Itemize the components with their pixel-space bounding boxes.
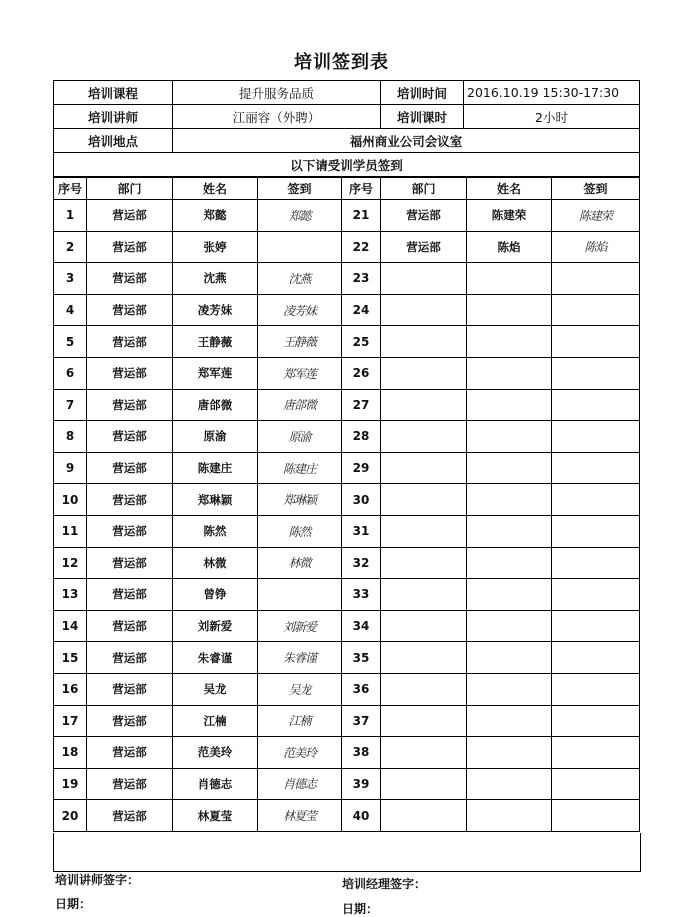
row-number-2: 23 xyxy=(342,263,381,295)
row-number-2: 28 xyxy=(342,421,381,453)
row-number: 7 xyxy=(54,389,87,421)
row-number: 18 xyxy=(54,737,87,769)
col-sign-2: 签到 xyxy=(552,177,640,200)
table-row xyxy=(54,389,640,421)
department: 营运部 xyxy=(87,737,173,769)
col-sign: 签到 xyxy=(258,177,342,200)
row-number: 17 xyxy=(54,705,87,737)
department: 营运部 xyxy=(87,389,173,421)
signature-2 xyxy=(552,263,640,295)
table-row xyxy=(54,610,640,642)
col-no-2: 序号 xyxy=(342,177,381,200)
name: 陈建庄 xyxy=(173,452,258,484)
signature-2 xyxy=(552,547,640,579)
table-row xyxy=(54,421,640,453)
row-number: 8 xyxy=(54,421,87,453)
name-2 xyxy=(467,610,552,642)
name-2 xyxy=(467,642,552,674)
row-number: 6 xyxy=(54,357,87,389)
department: 营运部 xyxy=(87,579,173,611)
signature: 范美玲 xyxy=(258,737,342,769)
department-2 xyxy=(381,673,467,705)
name: 原渝 xyxy=(173,421,258,453)
signature: 唐郃微 xyxy=(258,389,342,421)
signature-2 xyxy=(552,673,640,705)
row-number: 2 xyxy=(54,231,87,263)
department: 营运部 xyxy=(87,294,173,326)
name-2 xyxy=(467,484,552,516)
row-number: 20 xyxy=(54,800,87,832)
signature-2 xyxy=(552,768,640,800)
department: 营运部 xyxy=(87,326,173,358)
section-header: 以下请受训学员签到 xyxy=(54,153,640,178)
table-row xyxy=(54,357,640,389)
row-number: 10 xyxy=(54,484,87,516)
row-number: 4 xyxy=(54,294,87,326)
table-row xyxy=(54,768,640,800)
course-value: 提升服务品质 xyxy=(173,81,381,105)
name-2 xyxy=(467,579,552,611)
department-2: 营运部 xyxy=(381,200,467,232)
name-2 xyxy=(467,421,552,453)
department-2 xyxy=(381,389,467,421)
attendance-table xyxy=(53,176,640,832)
department-2 xyxy=(381,515,467,547)
department: 营运部 xyxy=(87,263,173,295)
time-value: 2016.10.19 15:30-17:30 xyxy=(464,81,640,105)
signature: 吴龙 xyxy=(258,673,342,705)
signature: 刘新爱 xyxy=(258,610,342,642)
date-label-right: 日期： xyxy=(342,902,379,916)
row-number: 14 xyxy=(54,610,87,642)
department-2 xyxy=(381,326,467,358)
signature: 肖德志 xyxy=(258,768,342,800)
signature-2 xyxy=(552,515,640,547)
department-2 xyxy=(381,579,467,611)
row-number: 16 xyxy=(54,673,87,705)
name: 沈燕 xyxy=(173,263,258,295)
signature: 郑懿 xyxy=(258,200,342,232)
signature-2 xyxy=(552,610,640,642)
signature: 江楠 xyxy=(258,705,342,737)
location-label: 培训地点 xyxy=(54,129,173,153)
hours-label: 培训课时 xyxy=(381,105,464,129)
name: 林微 xyxy=(173,547,258,579)
row-number-2: 40 xyxy=(342,800,381,832)
lecturer-label: 培训讲师 xyxy=(54,105,173,129)
department-2 xyxy=(381,452,467,484)
signature-2 xyxy=(552,642,640,674)
table-row xyxy=(54,326,640,358)
department-2 xyxy=(381,768,467,800)
row-number-2: 35 xyxy=(342,642,381,674)
table-row xyxy=(54,579,640,611)
signature-2: 陈建荣 xyxy=(552,200,640,232)
signature-2 xyxy=(552,737,640,769)
name: 陈然 xyxy=(173,515,258,547)
name: 肖德志 xyxy=(173,768,258,800)
time-label: 培训时间 xyxy=(381,81,464,105)
row-number: 5 xyxy=(54,326,87,358)
col-dept-2: 部门 xyxy=(381,177,467,200)
row-number: 1 xyxy=(54,200,87,232)
department-2 xyxy=(381,642,467,674)
course-label: 培训课程 xyxy=(54,81,173,105)
row-number: 15 xyxy=(54,642,87,674)
name: 郑军莲 xyxy=(173,357,258,389)
department: 营运部 xyxy=(87,515,173,547)
name-2 xyxy=(467,515,552,547)
col-dept: 部门 xyxy=(87,177,173,200)
department: 营运部 xyxy=(87,452,173,484)
name: 张婷 xyxy=(173,231,258,263)
row-number-2: 29 xyxy=(342,452,381,484)
name-2 xyxy=(467,357,552,389)
signature-2 xyxy=(552,421,640,453)
name: 郑懿 xyxy=(173,200,258,232)
department: 营运部 xyxy=(87,421,173,453)
name-2: 陈建荣 xyxy=(467,200,552,232)
table-row xyxy=(54,547,640,579)
department: 营运部 xyxy=(87,705,173,737)
signature-2 xyxy=(552,357,640,389)
department: 营运部 xyxy=(87,357,173,389)
signature xyxy=(258,579,342,611)
signature: 林微 xyxy=(258,547,342,579)
name-2 xyxy=(467,705,552,737)
row-number-2: 21 xyxy=(342,200,381,232)
name-2 xyxy=(467,737,552,769)
row-number-2: 25 xyxy=(342,326,381,358)
row-number-2: 22 xyxy=(342,231,381,263)
row-number-2: 24 xyxy=(342,294,381,326)
row-number-2: 32 xyxy=(342,547,381,579)
department: 营运部 xyxy=(87,610,173,642)
footer-box xyxy=(53,833,641,872)
row-number-2: 34 xyxy=(342,610,381,642)
name-2 xyxy=(467,263,552,295)
name: 吴龙 xyxy=(173,673,258,705)
row-number-2: 26 xyxy=(342,357,381,389)
department-2 xyxy=(381,357,467,389)
name-2: 陈焰 xyxy=(467,231,552,263)
col-name: 姓名 xyxy=(173,177,258,200)
signature: 朱睿谨 xyxy=(258,642,342,674)
name: 林夏莹 xyxy=(173,800,258,832)
table-row xyxy=(54,263,640,295)
name-2 xyxy=(467,673,552,705)
signature-2 xyxy=(552,705,640,737)
department-2 xyxy=(381,484,467,516)
row-number-2: 33 xyxy=(342,579,381,611)
table-row xyxy=(54,737,640,769)
signature: 陈建庄 xyxy=(258,452,342,484)
department-2 xyxy=(381,547,467,579)
department-2 xyxy=(381,705,467,737)
name-2 xyxy=(467,326,552,358)
signature-2 xyxy=(552,294,640,326)
table-row xyxy=(54,515,640,547)
row-number-2: 36 xyxy=(342,673,381,705)
lecturer-sign-label: 培训讲师签字： xyxy=(55,873,140,887)
signature-2 xyxy=(552,389,640,421)
signature: 陈然 xyxy=(258,515,342,547)
table-row xyxy=(54,484,640,516)
table-row xyxy=(54,642,640,674)
department-2: 营运部 xyxy=(381,231,467,263)
lecturer-value: 江丽容（外聘） xyxy=(173,105,381,129)
department: 营运部 xyxy=(87,800,173,832)
signature: 凌芳妹 xyxy=(258,294,342,326)
col-name-2: 姓名 xyxy=(467,177,552,200)
department-2 xyxy=(381,294,467,326)
hours-value: 2小时 xyxy=(464,105,640,129)
department-2 xyxy=(381,610,467,642)
row-number-2: 31 xyxy=(342,515,381,547)
row-number: 9 xyxy=(54,452,87,484)
table-row xyxy=(54,705,640,737)
name-2 xyxy=(467,768,552,800)
date-label-left: 日期： xyxy=(55,897,92,911)
department-2 xyxy=(381,263,467,295)
table-row xyxy=(54,231,640,263)
name: 郑琳颖 xyxy=(173,484,258,516)
table-row xyxy=(54,200,640,232)
row-number-2: 27 xyxy=(342,389,381,421)
signature: 沈燕 xyxy=(258,263,342,295)
department-2 xyxy=(381,421,467,453)
document-title: 培训签到表 xyxy=(294,52,389,73)
department-2 xyxy=(381,737,467,769)
name-2 xyxy=(467,389,552,421)
signature-2 xyxy=(552,484,640,516)
signature-2: 陈焰 xyxy=(552,231,640,263)
row-number-2: 30 xyxy=(342,484,381,516)
signature-2 xyxy=(552,579,640,611)
table-header-row xyxy=(54,177,640,200)
row-number-2: 37 xyxy=(342,705,381,737)
name: 范美玲 xyxy=(173,737,258,769)
row-number-2: 38 xyxy=(342,737,381,769)
department: 营运部 xyxy=(87,673,173,705)
col-no: 序号 xyxy=(54,177,87,200)
department: 营运部 xyxy=(87,484,173,516)
signature-2 xyxy=(552,800,640,832)
name-2 xyxy=(467,452,552,484)
department: 营运部 xyxy=(87,547,173,579)
signature-2 xyxy=(552,326,640,358)
location-value: 福州商业公司会议室 xyxy=(173,129,640,153)
signature: 原渝 xyxy=(258,421,342,453)
signature: 林夏莹 xyxy=(258,800,342,832)
department-2 xyxy=(381,800,467,832)
name-2 xyxy=(467,294,552,326)
row-number: 12 xyxy=(54,547,87,579)
name: 朱睿谨 xyxy=(173,642,258,674)
signature-2 xyxy=(552,452,640,484)
table-row xyxy=(54,800,640,832)
table-row xyxy=(54,673,640,705)
signature: 郑军莲 xyxy=(258,357,342,389)
department: 营运部 xyxy=(87,768,173,800)
name: 江楠 xyxy=(173,705,258,737)
name: 唐郃微 xyxy=(173,389,258,421)
name-2 xyxy=(467,547,552,579)
manager-sign-label: 培训经理签字： xyxy=(342,877,427,891)
row-number: 11 xyxy=(54,515,87,547)
row-number-2: 39 xyxy=(342,768,381,800)
department: 营运部 xyxy=(87,231,173,263)
name: 刘新爱 xyxy=(173,610,258,642)
name: 凌芳妹 xyxy=(173,294,258,326)
department: 营运部 xyxy=(87,642,173,674)
signature: 郑琳颖 xyxy=(258,484,342,516)
department: 营运部 xyxy=(87,200,173,232)
name: 曾铮 xyxy=(173,579,258,611)
name-2 xyxy=(467,800,552,832)
signature xyxy=(258,231,342,263)
name: 王静薇 xyxy=(173,326,258,358)
row-number: 19 xyxy=(54,768,87,800)
row-number: 13 xyxy=(54,579,87,611)
training-info-table xyxy=(53,80,640,178)
signature: 王静薇 xyxy=(258,326,342,358)
table-row xyxy=(54,452,640,484)
table-row xyxy=(54,294,640,326)
row-number: 3 xyxy=(54,263,87,295)
